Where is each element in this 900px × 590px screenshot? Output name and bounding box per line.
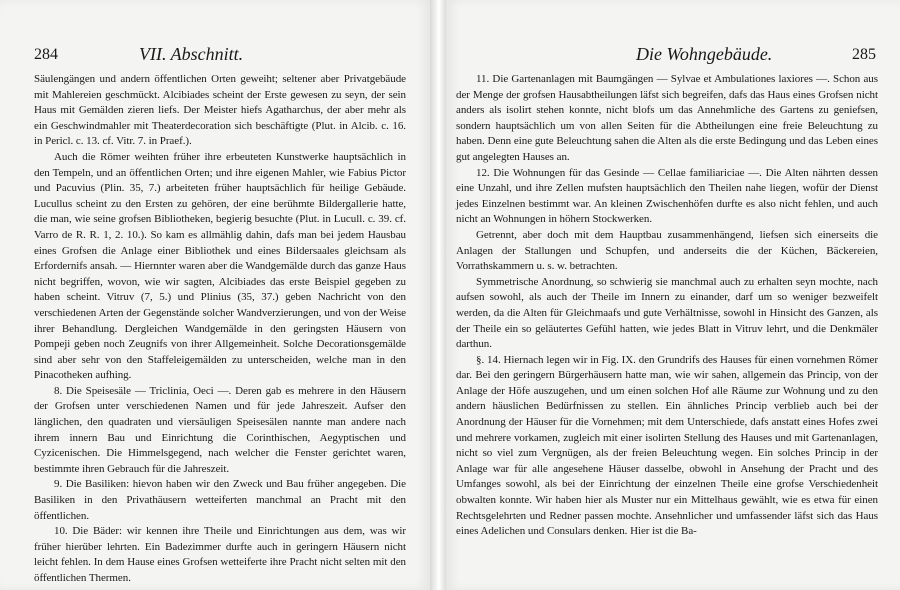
paragraph: Getrennt, aber doch mit dem Hauptbau zusammenhängend, liefsen sich einerseits die Anlagen der Stallungen und Schupfen, und anderseits die der Küchen, Bäckereien, Vorrathskammern u. s. w. betrachten. bbox=[456, 228, 878, 273]
right-page bbox=[446, 0, 900, 590]
paragraph: 10. Die Bäder: wir kennen ihre Theile und Einrichtungen aus dem, was wir früher hierüber lehrten. Ein Badezimmer durfte auch in geringern Häusern nicht leicht fehlen. In dem Hause eines Grofsen wetteiferte ihre Pracht nicht selten mit den öffentlichen Thermen. bbox=[34, 525, 406, 584]
book-gutter bbox=[430, 0, 446, 590]
right-page-number: 285 bbox=[852, 46, 876, 63]
right-running-head: Die Wohngebäude. bbox=[636, 44, 773, 64]
right-page-header bbox=[456, 46, 876, 68]
paragraph: Säulengängen und andern öffentlichen Orten geweiht; seltener aber Privatgebäude mit Mahlereien geschmückt. Alcibiades scheint der Erste gewesen zu seyn, der sein Haus mit Gemälden zieren liefs. Der Meister hiefs Agatharchus, der aber mehr als ein Geschwindmahler mit Theaterdecoration sich beschäftigte (Plut. in Alcib. c. 16. in Pericl. c. 13. cf. Vitr. 7. in Praef.). bbox=[34, 73, 406, 148]
paragraph: 12. Die Wohnungen für das Gesinde — Cellae familiariciae —. Die Alten nährten dessen eine Unzahl, und ihre Zellen mufsten hauptsächlich den Theilen nahe liegen, wofür der Dienst jedes Einzelnen bestimmt war. An kleinen Zwischenhöfen durfte es also nicht fehlen, und auch nicht an Wohnungen in höhern Stockwerken. bbox=[456, 166, 878, 226]
paragraph: 8. Die Speisesäle — Triclinia, Oeci —. Deren gab es mehrere in den Häusern der Grofsen unter verschiedenen Namen und für jede Jahreszeit. Aufser den länglichen, den quadraten und viersäuligen Speisesälen nannte man andere nach ihrem innern Bau und Einrichtung die Corinthischen, Aegyptischen und Cyzicenischen. Die Himmelsgegend, nach welcher die Fenster gerichtet waren, bestimmte ihren Gebrauch für die Jahreszeit. bbox=[34, 384, 406, 475]
paragraph: 11. Die Gartenanlagen mit Baumgängen — Sylvae et Ambulationes laxiores —. Schon aus der Menge der grofsen Hausabtheilungen läfst sich begreifen, dafs das Haus eines Grofsen nicht anders als isolirt stehen konnte, nicht blofs um das Annehmliche des Gartens zu geniefsen, sondern hauptsächlich um von allen Seiten für die Abtheilungen eine freie Beleuchtung zu haben. Denn eine gute Beleuchtung sahen die Alten als die erste Bedingung und das Leben eines gut angelegten Hauses an. bbox=[456, 73, 878, 163]
paragraph: 9. Die Basiliken: hievon haben wir den Zweck und Bau früher angegeben. Die Basiliken in den Privathäusern wetteiferten manchmal an Pracht mit den öffentlichen. bbox=[34, 478, 406, 522]
paragraph: §. 14. Hiernach legen wir in Fig. IX. den Grundrifs des Hauses für einen vornehmen Römer dar. Bei den geringern Bürgerhäusern hatte man, wie wir sahen, allgemein das Princip, von der Anlage der Höfe auszugehen, und um einen solchen Hof alle Räume zur Wohnung und zu den andern häuslichen Bedürfnissen zu stellen. Ein ähnliches Princip verblieb auch bei der Anordnung der Häuser für die Vornehmen; mit dem Unterschiede, dafs anstatt eines Hofes zwei und mehrere vorkamen, zugleich mit einer isolirten Stellung des Hauses und mit Gartenanlagen, nicht so viel zum Vergnügen, als der freien Beleuchtung wegen. Ein solches Princip in der Anlage war für alle angesehene Häuser dasselbe, obwohl in Ansehung der Pracht und des Umfanges sowohl, als bei der Einrichtung der einzelnen Theile eine grofse Verschiedenheit obwalten konnte. Wir haben hier als Muster nur ein Mittelhaus gewählt, wie es etwa für einen Rechtsgelehrten und Redner passen mochte. Ansehnlicher und umfassender läfst sich das Haus eines Adelichen und Consulars denken. Hier ist die Ba- bbox=[456, 353, 878, 538]
left-running-head: VII. Abschnitt. bbox=[139, 44, 244, 64]
left-page-number: 284 bbox=[34, 46, 58, 63]
right-page-body bbox=[456, 72, 878, 540]
left-page bbox=[0, 0, 430, 590]
paragraph: Symmetrische Anordnung, so schwierig sie manchmal auch zu erhalten seyn mochte, nach aufsen sowohl, als auch der Theile im Innern zu einander, darf um so weniger bezweifelt werden, da die Alten für Gleichmaafs und gute Verhältnisse, sowohl in Hinsicht des Ganzen, als der Theile ein so geläutertes Gefühl hatten, wie jedes Blatt in Vitruv lehrt, und die Denkmäler darthun. bbox=[456, 275, 878, 351]
paragraph: Auch die Römer weihten früher ihre erbeuteten Kunstwerke hauptsächlich in den Tempeln, und an öffentlichen Orten; und ihre eigenen Mahler, wie Fabius Pictor und Pacuvius (Plin. 35, 7.) arbeiteten früher hauptsächlich für heilige Gebäude. Lucullus scheint zu den Ersten zu gehören, der eine berühmte Bildergallerie hatte, die man, wie seine grofsen Bibliotheken, begierig besuchte (Plut. in Lucull. c. 39. cf. Varro de R. R. 1, 2. 10.). So kam es allmählig dahin, dafs man bei jedem Hausbau eines Grofsen die Anlage einer Bibliothek und eines Bildersaales gleichsam als Erfordernifs ansah. — Hiernnter waren aber die Wandgemälde durch das ganze Haus nicht begriffen, wovon, wie wir sagten, Alcibiades das erste Beispiel gegeben zu haben scheint. Vitruv (7, 5.) und Plinius (35, 37.) geben Nachricht von den verschiedenen Arten der Gegenstände solcher Wandverzierungen, und von der Weise ihrer Behandlung. Dergleichen Wandgemälde in den geringsten Häusern von Pompeji geben noch Zeugnifs von ihrer Allgemeinheit. Solche Decorationsgemälde sind aber sehr von den Staffeleigemälden zu unterscheiden, welche man in den Pinacotheken aufhing. bbox=[34, 150, 406, 382]
left-page-body bbox=[34, 72, 406, 587]
left-page-header bbox=[34, 46, 420, 68]
